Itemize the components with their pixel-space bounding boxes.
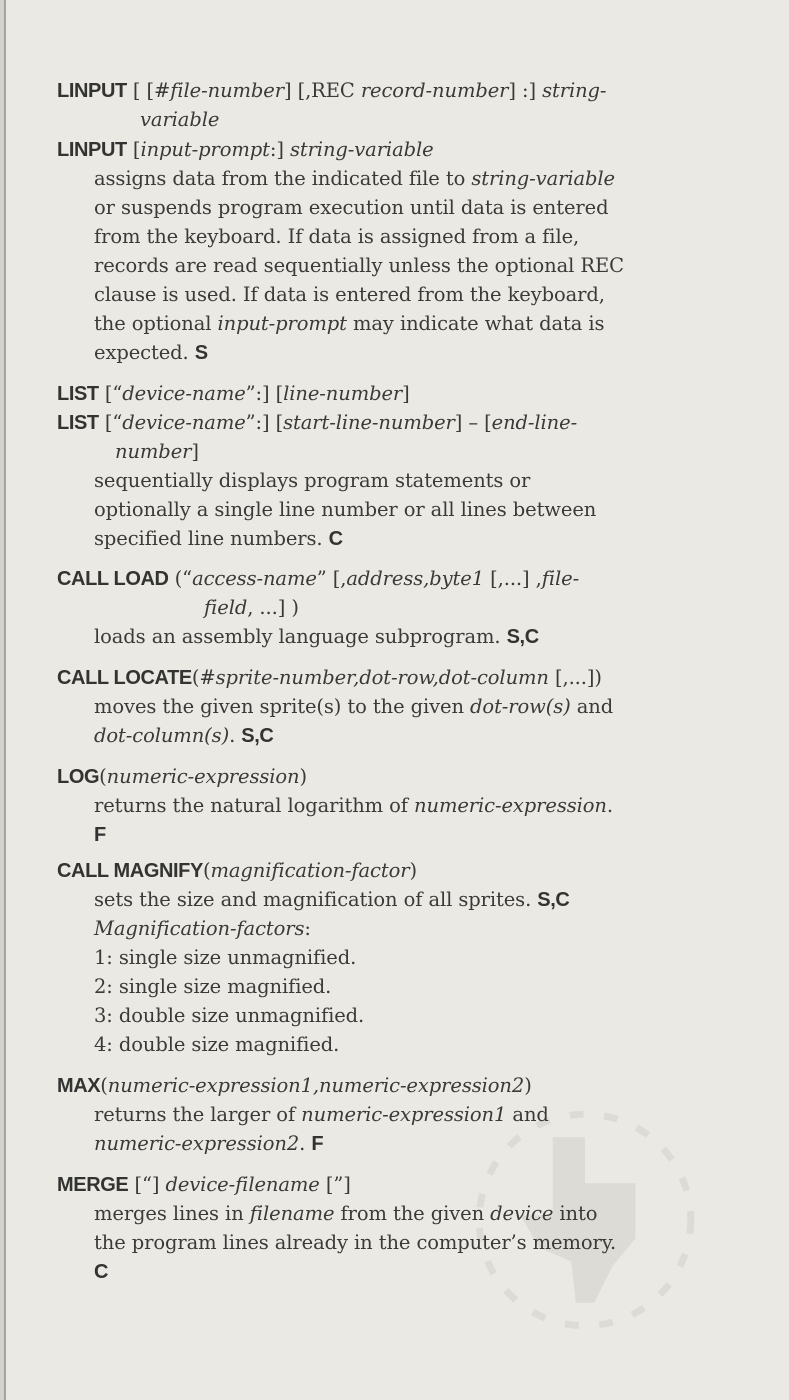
mode-flag: C xyxy=(328,528,343,550)
mode-flag: S,C xyxy=(241,725,274,747)
entry-call-locate-syntax: CALL LOCATE(#sprite-number,dot-row,dot-column [,...]) xyxy=(57,666,602,689)
keyword: MERGE xyxy=(57,1174,129,1196)
description-line: specified line numbers. C xyxy=(94,527,343,550)
description-line xyxy=(94,1259,108,1285)
keyword: LIST xyxy=(57,383,99,405)
keyword: LOG xyxy=(57,766,100,788)
description-line: assigns data from the indicated file to string-variable xyxy=(94,167,615,190)
entry-log-syntax: LOG(numeric-expression) xyxy=(57,765,308,788)
description-line: merges lines in filename from the given device into xyxy=(94,1202,598,1225)
entry-call-magnify-syntax: CALL MAGNIFY(magnification-factor) xyxy=(57,859,417,882)
entry-linput-prompt-syntax: LINPUT [input-prompt:] string-variable xyxy=(57,138,434,161)
description-line: 2: single size magnified. xyxy=(94,975,332,998)
description-line: moves the given sprite(s) to the given dot-row(s) and xyxy=(94,695,614,718)
mode-flag: S xyxy=(194,342,208,364)
entry-call-load-syntax-cont: field, ...] ) xyxy=(204,596,299,619)
entry-linput-file-syntax-cont: variable xyxy=(140,108,220,131)
entry-linput-file-syntax: LINPUT [ [#file-number] [,REC record-number] :] string- xyxy=(57,79,607,102)
mode-flag: S,C xyxy=(537,889,570,911)
description-line: 1: single size unmagnified. xyxy=(94,946,357,969)
description-line xyxy=(94,822,106,848)
mode-flag: C xyxy=(94,1261,109,1283)
keyword: LIST xyxy=(57,412,99,434)
description-line: from the keyboard. If data is assigned from a file, xyxy=(94,225,580,248)
description-line: or suspends program execution until data is entered xyxy=(94,196,609,219)
description-line: numeric-expression2. F xyxy=(94,1132,324,1155)
description-line: the program lines already in the computer’s memory. xyxy=(94,1231,617,1254)
entry-list-line-syntax: LIST [“device-name”:] [line-number] xyxy=(57,382,410,405)
entry-list-range-syntax-cont: number] xyxy=(115,440,199,463)
mode-flag: F xyxy=(94,824,106,846)
description-line: sequentially displays program statements or xyxy=(94,469,531,492)
keyword: LINPUT xyxy=(57,80,127,102)
keyword: CALL LOCATE xyxy=(57,667,192,689)
description-line: loads an assembly language subprogram. S,C xyxy=(94,625,539,648)
entry-merge-syntax: MERGE [“] device-filename [”] xyxy=(57,1173,351,1196)
keyword: MAX xyxy=(57,1075,101,1097)
description-line: 4: double size magnified. xyxy=(94,1033,340,1056)
mode-flag: F xyxy=(311,1133,324,1155)
keyword: CALL LOAD xyxy=(57,568,169,590)
description-line: optionally a single line number or all lines between xyxy=(94,498,597,521)
entry-list-range-syntax: LIST [“device-name”:] [start-line-number] – [end-line- xyxy=(57,411,578,434)
keyword: CALL MAGNIFY xyxy=(57,860,203,882)
description-line: returns the natural logarithm of numeric-expression. xyxy=(94,794,613,817)
description-line: records are read sequentially unless the optional REC xyxy=(94,254,624,277)
description-line: sets the size and magnification of all sprites. S,C xyxy=(94,888,570,911)
description-line: 3: double size unmagnified. xyxy=(94,1004,365,1027)
mode-flag: S,C xyxy=(506,626,539,648)
page-edge xyxy=(4,0,6,1400)
description-line: the optional input-prompt may indicate what data is xyxy=(94,312,605,335)
entry-max-syntax: MAX(numeric-expression1,numeric-expression2) xyxy=(57,1074,532,1097)
description-line: expected. S xyxy=(94,341,208,364)
description-line: Magnification-factors: xyxy=(94,917,311,940)
description-line: dot-column(s). S,C xyxy=(94,724,274,747)
entry-call-load-syntax: CALL LOAD (“access-name” [,address,byte1 [,...] ,file- xyxy=(57,567,580,590)
description-line: clause is used. If data is entered from the keyboard, xyxy=(94,283,605,306)
keyword: LINPUT xyxy=(57,139,127,161)
description-line: returns the larger of numeric-expression1 and xyxy=(94,1103,549,1126)
